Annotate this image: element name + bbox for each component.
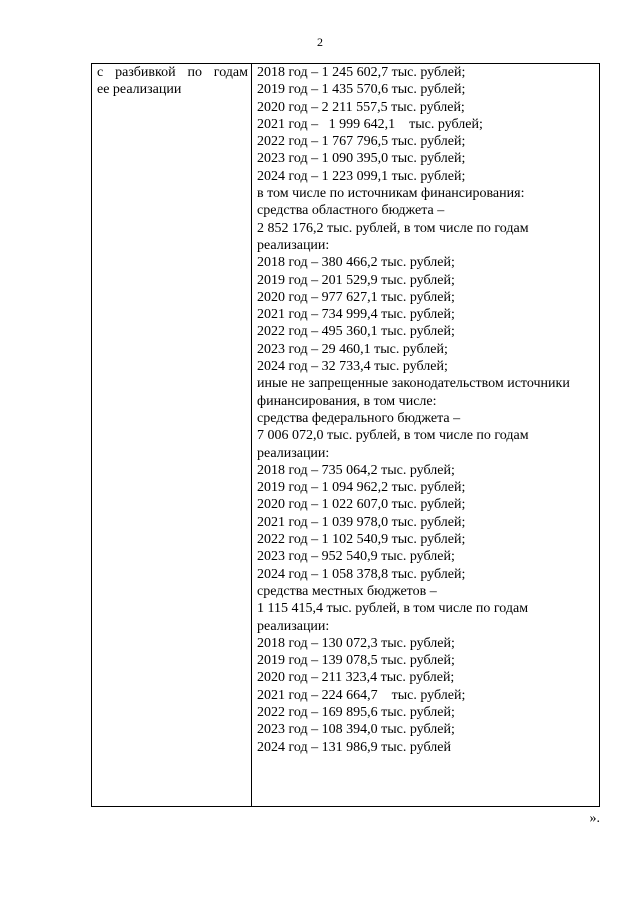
financing-line: в том числе по источникам финансирования: [257,186,525,202]
financing-table [91,63,600,807]
financing-line: 2021 год – 734 999,4 тыс. рублей; [257,307,455,323]
financing-line: 2024 год – 1 223 099,1 тыс. рублей; [257,168,466,184]
financing-line: 2024 год – 1 058 378,8 тыс. рублей; [257,566,466,582]
financing-line: 2022 год – 1 767 796,5 тыс. рублей; [257,134,466,150]
financing-line: 2023 год – 1 090 395,0 тыс. рублей; [257,151,466,167]
financing-line: 2020 год – 2 211 557,5 тыс. рублей; [257,99,465,115]
financing-line: 2023 год – 29 460,1 тыс. рублей; [257,341,448,357]
financing-line: 2022 год – 169 895,6 тыс. рублей; [257,704,455,720]
financing-line: финансирования, в том числе: [257,393,437,409]
financing-line: 2021 год – 1 999 642,1 тыс. рублей; [257,116,483,132]
financing-line: 2023 год – 108 394,0 тыс. рублей; [257,722,455,738]
financing-line: 2021 год – 224 664,7 тыс. рублей; [257,687,466,703]
financing-line: 2021 год – 1 039 978,0 тыс. рублей; [257,514,466,530]
financing-line: 2020 год – 1 022 607,0 тыс. рублей; [257,497,466,513]
financing-line: 2018 год – 735 064,2 тыс. рублей; [257,462,455,478]
financing-line: 2018 год – 130 072,3 тыс. рублей; [257,635,455,651]
financing-line: реализации: [257,618,330,634]
table-left-cell [92,64,252,806]
closing-quote-mark: ». [589,811,600,826]
financing-line: 2022 год – 1 102 540,9 тыс. рублей; [257,532,466,548]
financing-line: 2019 год – 201 529,9 тыс. рублей; [257,272,455,288]
financing-line: 7 006 072,0 тыс. рублей, в том числе по годам [257,428,529,444]
financing-line: иные не запрещенные законодательством источники [257,376,570,392]
financing-line: средства федерального бюджета – [257,410,461,426]
financing-line: средства местных бюджетов – [257,583,437,599]
page-number: 2 [317,35,323,49]
table-right-cell [252,64,599,806]
financing-line: 2024 год – 131 986,9 тыс. рублей [257,739,451,755]
financing-line: 1 115 415,4 тыс. рублей, в том числе по годам [257,601,529,617]
financing-line: 2023 год – 952 540,9 тыс. рублей; [257,549,455,565]
financing-line: 2018 год – 380 466,2 тыс. рублей; [257,255,455,271]
financing-line: 2 852 176,2 тыс. рублей, в том числе по годам [257,220,529,236]
left-cell-line-1: с разбивкой по годам [97,65,248,80]
financing-line: 2022 год – 495 360,1 тыс. рублей; [257,324,455,340]
left-cell-line-2: ее реализации [97,82,182,97]
financing-line: 2020 год – 977 627,1 тыс. рублей; [257,289,455,305]
financing-line: реализации: [257,445,330,461]
financing-line: 2020 год – 211 323,4 тыс. рублей; [257,670,455,686]
financing-line: 2019 год – 139 078,5 тыс. рублей; [257,653,455,669]
financing-line: 2019 год – 1 435 570,6 тыс. рублей; [257,82,466,98]
financing-line: 2019 год – 1 094 962,2 тыс. рублей; [257,480,466,496]
financing-line: 2018 год – 1 245 602,7 тыс. рублей; [257,65,466,80]
financing-line: 2024 год – 32 733,4 тыс. рублей; [257,359,448,375]
financing-line: средства областного бюджета – [257,203,445,219]
financing-line: реализации: [257,237,330,253]
